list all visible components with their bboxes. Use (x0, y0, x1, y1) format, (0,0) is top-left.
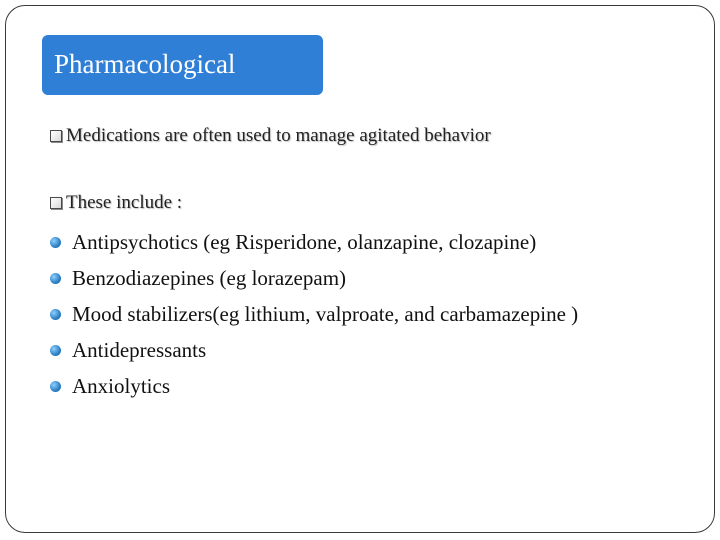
list-item (48, 224, 578, 260)
list-item (48, 368, 578, 404)
slide-title: Pharmacological (54, 49, 236, 79)
round-bullet-icon (50, 309, 61, 320)
bullet-list (48, 224, 578, 404)
round-bullet-icon (50, 237, 61, 248)
title-banner (42, 35, 323, 95)
square-item (50, 125, 491, 147)
list-item-text: Anxiolytics (72, 373, 170, 398)
list-item-text: Mood stabilizers(eg lithium, valproate, and carbamazepine ) (72, 301, 579, 326)
list-item-text: Antidepressants (72, 337, 207, 362)
square-item-text: These include : (66, 192, 183, 213)
slide (5, 5, 715, 533)
square-bullet-icon (50, 130, 62, 142)
square-bullet-icon (50, 197, 62, 209)
round-bullet-icon (50, 273, 61, 284)
list-item (48, 260, 578, 296)
list-item (48, 332, 578, 368)
list-item-text: Benzodiazepines (eg lorazepam) (72, 265, 347, 290)
round-bullet-icon (50, 345, 61, 356)
list-item (48, 296, 578, 332)
list-item-text: Antipsychotics (eg Risperidone, olanzapine, clozapine) (72, 229, 537, 254)
round-bullet-icon (50, 381, 61, 392)
square-item-text: Medications are often used to manage agitated behavior (66, 125, 491, 146)
square-item (50, 192, 182, 214)
